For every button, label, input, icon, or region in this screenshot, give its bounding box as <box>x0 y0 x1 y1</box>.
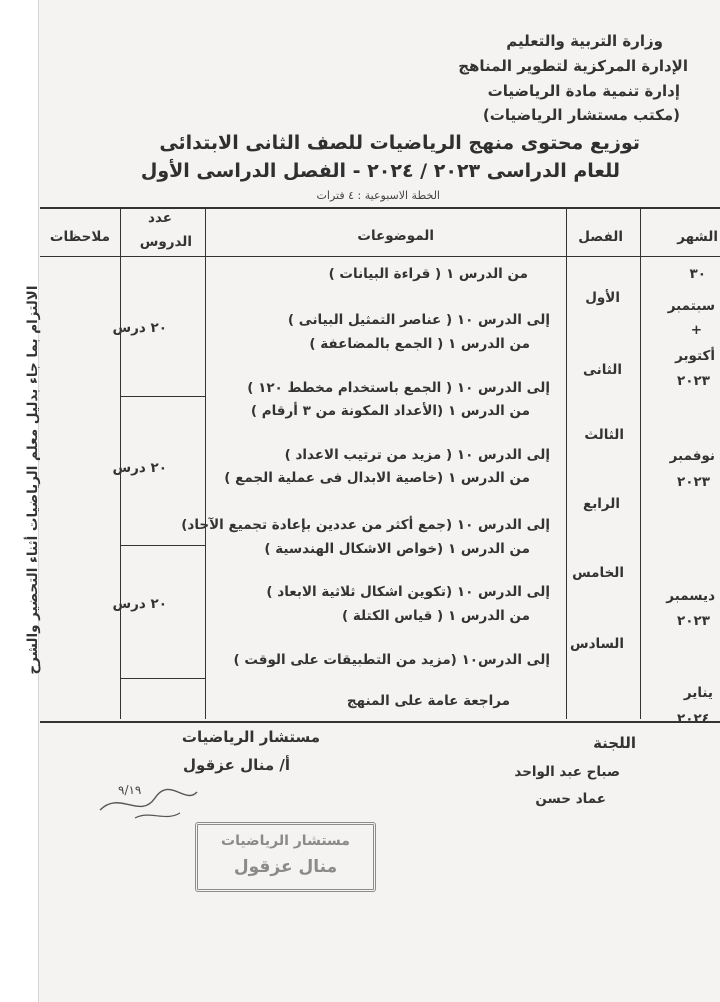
month-cell: + <box>690 322 702 338</box>
topic-line: إلى الدرس ١٠ ( عناصر التمثيل البيانى ) <box>287 312 550 328</box>
committee-title: اللجنة <box>593 734 636 752</box>
lesson-count: ٢٠ درس <box>112 596 167 612</box>
topic-line: من الدرس ١ ( الجمع بالمضاعفة ) <box>309 336 530 352</box>
stamp-text: مستشار الرياضيات <box>221 833 350 849</box>
header-count: الدروس <box>139 234 192 250</box>
chapter-cell: السادس <box>569 636 624 652</box>
lesson-count: ٢٠ درس <box>112 320 167 336</box>
col-divider <box>640 207 641 719</box>
month-cell: ٢٠٢٣ <box>677 373 710 389</box>
header-topics: الموضوعات <box>357 228 434 244</box>
topic-line: إلى الدرس ١٠ (تكوين اشكال ثلاثية الابعاد ) <box>266 584 550 600</box>
advisor-title: مستشار الرياضيات <box>181 728 320 746</box>
table-header-line <box>40 256 720 257</box>
ministry-name: وزارة التربية والتعليم <box>506 32 663 50</box>
notes-text: الالتزام بما جاء بدليل معلم الرياضيات أثناء التحضير والشرح <box>25 285 41 675</box>
central-administration: الإدارة المركزية لتطوير المناهج <box>458 57 688 75</box>
month-cell: يناير <box>683 685 713 701</box>
header-count: عدد <box>148 210 172 226</box>
month-cell: ديسمبر <box>666 588 715 604</box>
signature-date: ٩/١٩ <box>118 783 142 797</box>
topic-line: من الدرس ١ (خواص الاشكال الهندسية ) <box>264 541 530 557</box>
header-chapter: الفصل <box>578 229 623 245</box>
advisor-office: (مكتب مستشار الرياضيات) <box>482 106 680 124</box>
stamp-text: منال عزقول <box>233 857 338 877</box>
topic-line: إلى الدرس ١٠ ( الجمع باستخدام مخطط ١٢٠ ) <box>247 380 550 396</box>
topic-line: من الدرس ١ (الأعداد المكونة من ٣ أرقام ) <box>250 403 530 419</box>
academic-year: للعام الدراسى ٢٠٢٣ / ٢٠٢٤ - الفصل الدراسى الأول <box>140 160 620 182</box>
month-cell: ٢٠٢٣ <box>677 474 710 490</box>
month-cell: ٢٠٢٣ <box>677 613 710 629</box>
weekly-plan: الخطة الاسبوعية : ٤ فترات <box>316 189 440 202</box>
topic-line: من الدرس ١ (خاصية الابدال فى عملية الجمع ) <box>224 470 530 486</box>
lesson-count: ٢٠ درس <box>112 460 167 476</box>
chapter-cell: الثالث <box>584 427 624 443</box>
col-divider <box>566 207 567 719</box>
document-title: توزيع محتوى منهج الرياضيات للصف الثانى الابتدائى <box>159 132 640 154</box>
col-divider <box>205 207 206 719</box>
count-row-line <box>120 545 205 546</box>
topic-line: من الدرس ١ ( قياس الكتلة ) <box>341 608 530 624</box>
count-row-line <box>120 396 205 397</box>
month-cell: نوفمبر <box>669 448 715 464</box>
committee-member: عماد حسن <box>535 791 606 807</box>
month-cell: ٢٠٢٤ <box>677 711 710 727</box>
header-month: الشهر <box>677 229 718 245</box>
math-department: إدارة تنمية مادة الرياضيات <box>487 82 680 100</box>
count-row-line <box>120 678 205 679</box>
chapter-cell: الثانى <box>582 362 622 378</box>
header-notes: ملاحظات <box>49 229 110 245</box>
topic-line: إلى الدرس١٠ (مزيد من التطبيقات على الوقت ) <box>233 652 550 668</box>
handwritten-signature <box>95 780 205 825</box>
topic-line: إلى الدرس ١٠ ( مزيد من ترتيب الاعداد ) <box>284 447 550 463</box>
chapter-cell: الخامس <box>572 565 624 581</box>
topic-line: من الدرس ١ ( قراءة البيانات ) <box>328 266 528 282</box>
review-line: مراجعة عامة على المنهج <box>346 693 510 709</box>
month-cell: سبتمبر <box>667 298 715 314</box>
chapter-cell: الأول <box>585 290 620 306</box>
month-cell: أكتوبر <box>675 348 715 364</box>
month-cell: ٣٠ <box>689 266 706 282</box>
advisor-name: أ/ منال عزقول <box>183 756 290 774</box>
topic-line: إلى الدرس ١٠ (جمع أكثر من عددين بإعادة تجميع الآحاد) <box>181 517 550 533</box>
chapter-cell: الرابع <box>582 496 620 512</box>
committee-member: صباح عبد الواحد <box>514 764 620 780</box>
official-stamp <box>195 822 376 892</box>
